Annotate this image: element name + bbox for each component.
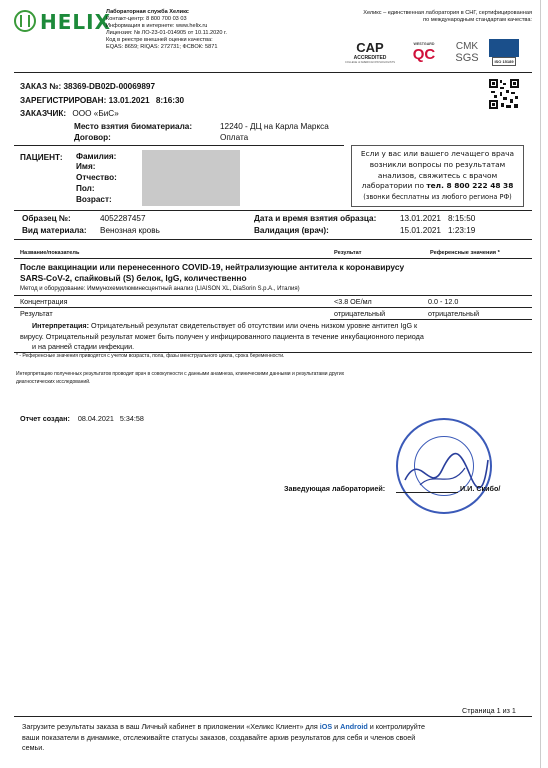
cmk-sgs-certificate [450,37,484,67]
signature-line [396,492,458,493]
registered-date: 13.01.2021 [108,96,150,105]
interp-line3: и на ранней стадии инфекции. [32,342,135,352]
patronymic-label: Отчество: [76,173,117,182]
registered [20,96,184,106]
lab-info [106,9,276,51]
sample-label: Образец №: [22,214,71,223]
notice-phone: тел. 8 800 222 48 38 [426,181,514,191]
lab-contact: Контакт-центр: 8 800 700 03 03 [106,16,187,22]
sex-label: Пол: [76,184,95,193]
surname-label: Фамилия: [76,152,117,161]
app-promo [22,722,528,754]
site-label: Место взятия биоматериала: [74,122,193,131]
ios-link[interactable]: iOS [319,722,333,731]
site-value: 12240 - ДЦ на Карла Маркса [220,122,329,131]
doctor-contact-notice [351,145,524,207]
report-created [20,414,144,423]
interp-line2: вирусу. Отрицательный результат может быть получен у инфицированного пациента в течение инкубационного периода [20,331,424,341]
sample-divider [14,210,532,211]
cmk-logo-text: CMK [455,40,479,52]
validation-time: 1:23:19 [448,226,476,235]
contract-label: Договор: [74,133,111,142]
test-title [20,262,404,284]
table-row [20,297,530,306]
signature-label: Заведующая лабораторией: [284,484,386,493]
report-time: 5:34:58 [119,414,144,423]
client-label: ЗАКАЗЧИК: [20,109,67,118]
tagline-line1: Хеликс – единственная лаборатория в СНГ, сертифицированная [363,10,532,16]
notice-line2: возникли вопросы по результатам [369,159,506,169]
promo-line1 [22,722,528,733]
promo-line2: ваши показатели в динамике, отслеживайте статусы заказов, создавайте архив результатов для себя и членов своей [22,732,416,742]
notice-line4 [352,181,523,192]
westgard-certificate [404,37,444,67]
report-label: Отчет создан: [20,414,70,423]
cap-note: COLLEGE of AMERICAN PATHOLOGISTS [345,61,395,64]
cap-accredited: ACCREDITED [353,55,387,61]
order-number [20,82,155,92]
taken-date: 13.01.2021 [400,214,441,223]
client-value: ООО «БиС» [72,109,119,118]
row-result: отрицательный [334,309,386,318]
header-divider [14,72,532,73]
report-date: 08.04.2021 [77,414,114,423]
order-label: ЗАКАЗ №: [20,82,62,91]
test-title-line2: SARS-CoV-2, спайковый (S) белок, IgG, количественно [20,273,247,283]
footnote: * - Референсные значения приводятся с учетом возраста, пола, фазы менструального цикла, срока беременности. [16,353,285,359]
notice-line1: Если у вас или вашего лечащего врача [360,149,515,158]
promo-line3: семьи. [22,743,45,752]
lab-web: Информация в интернете: www.helix.ru [106,23,208,29]
name-label: Имя: [76,162,96,171]
android-link[interactable]: Android [340,722,368,731]
validation-label: Валидация (врач): [254,226,329,235]
iso-label: ISO 15189 [494,58,514,64]
promo-text-a: Загрузите результаты заказа в ваш Личный кабинет в приложении «Хеликс Клиент» для [22,722,318,731]
notice-line5: (звонки бесплатны из любого региона РФ) [363,193,512,202]
notice-line3: анализов, свяжитесь с врачом [377,170,498,180]
logo-mark-icon [20,15,30,27]
cert-tagline [312,10,532,24]
patient-label: ПАЦИЕНТ: [20,153,63,162]
row-ref: 0.0 - 12.0 [428,297,459,306]
notice-line4-text: лаборатории по [361,181,425,191]
qr-code-icon [488,78,520,110]
table-top-divider [14,239,532,240]
lab-name: Лабораторная служба Хеликс [106,9,189,15]
table-header-divider [14,258,532,259]
iso-badge-icon [489,39,519,57]
client [20,109,119,119]
row-name: Результат [20,309,53,318]
order-value: 38369-DB02D-00069897 [63,82,155,91]
contract-value: Оплата [220,133,249,142]
sgs-logo-text: SGS [455,51,479,64]
interp-label: Интерпретация: [32,321,89,330]
row-divider-3 [330,319,532,320]
col-header-name: Название/показатель [20,250,80,256]
validation-date: 15.01.2021 [400,226,441,235]
row-divider-1 [14,295,532,296]
taken-time: 8:15:50 [448,214,476,223]
row-ref: отрицательный [428,309,480,318]
test-title-line1: После вакцинации или перенесенного COVID-19, нейтрализующие антитела к коронавирусу [20,262,405,272]
qc-logo-text: QC [412,45,436,63]
disclaimer-line2: диагностических исследований. [16,379,91,385]
cap-certificate [340,37,400,67]
material-label: Вид материала: [22,226,87,235]
method-line: Метод и оборудование: Иммунохемилюминесцентный анализ (LIAISON XL, DiaSorin S.p.A., Италия) [20,286,300,292]
promo-text-b: и контролируйте [369,722,425,731]
sample-value: 4052287457 [100,214,146,223]
tagline-line2: по международным стандартам качества: [423,17,532,23]
disclaimer-line1: Интерпретацию полученных результатов проводит врач в совокупности с данными анамнеза, клиническими данными и результатами других [16,371,345,377]
interp-line1 [20,321,532,332]
redacted-patient-data [142,150,240,206]
material-value: Венозная кровь [100,226,160,235]
taken-label: Дата и время взятия образца: [254,214,377,223]
interpretation [20,321,532,353]
col-header-ref: Референсные значения * [430,250,500,256]
promo-and: и [334,722,339,731]
age-label: Возраст: [76,195,112,204]
lab-quality-ids: EQAS: 8659; RIQAS: 272731; ФСВОК: 5871 [106,44,218,50]
page-edge [540,0,541,768]
row-name: Концентрация [20,297,68,306]
signature-name: И.И. Скибо/ [460,484,501,493]
row-result: <3.8 OE/мл [334,297,372,306]
col-header-result: Результат [334,250,362,256]
lab-quality-code: Код в реестре внешней оценки качества: [106,37,213,43]
registered-time: 8:16:30 [155,96,185,105]
iso-certificate [488,37,520,67]
westgard-label: WESTGARD [413,41,435,46]
lab-license: Лицензия: № ЛО-23-01-014905 от 10.11.2020 г. [106,30,227,36]
table-row [20,309,530,318]
registered-label: ЗАРЕГИСТРИРОВАН: [20,96,107,105]
helix-logo-text: HELIX [40,10,112,34]
row-divider-2 [14,307,532,308]
page-number: Страница 1 из 1 [462,706,516,715]
patient-divider [14,145,344,146]
cap-logo-text: CAP [356,40,384,55]
footer-divider [14,716,532,717]
interp-text1: Отрицательный результат свидетельствует об отсутствии или очень низком уровне антител IgG к [91,321,418,330]
